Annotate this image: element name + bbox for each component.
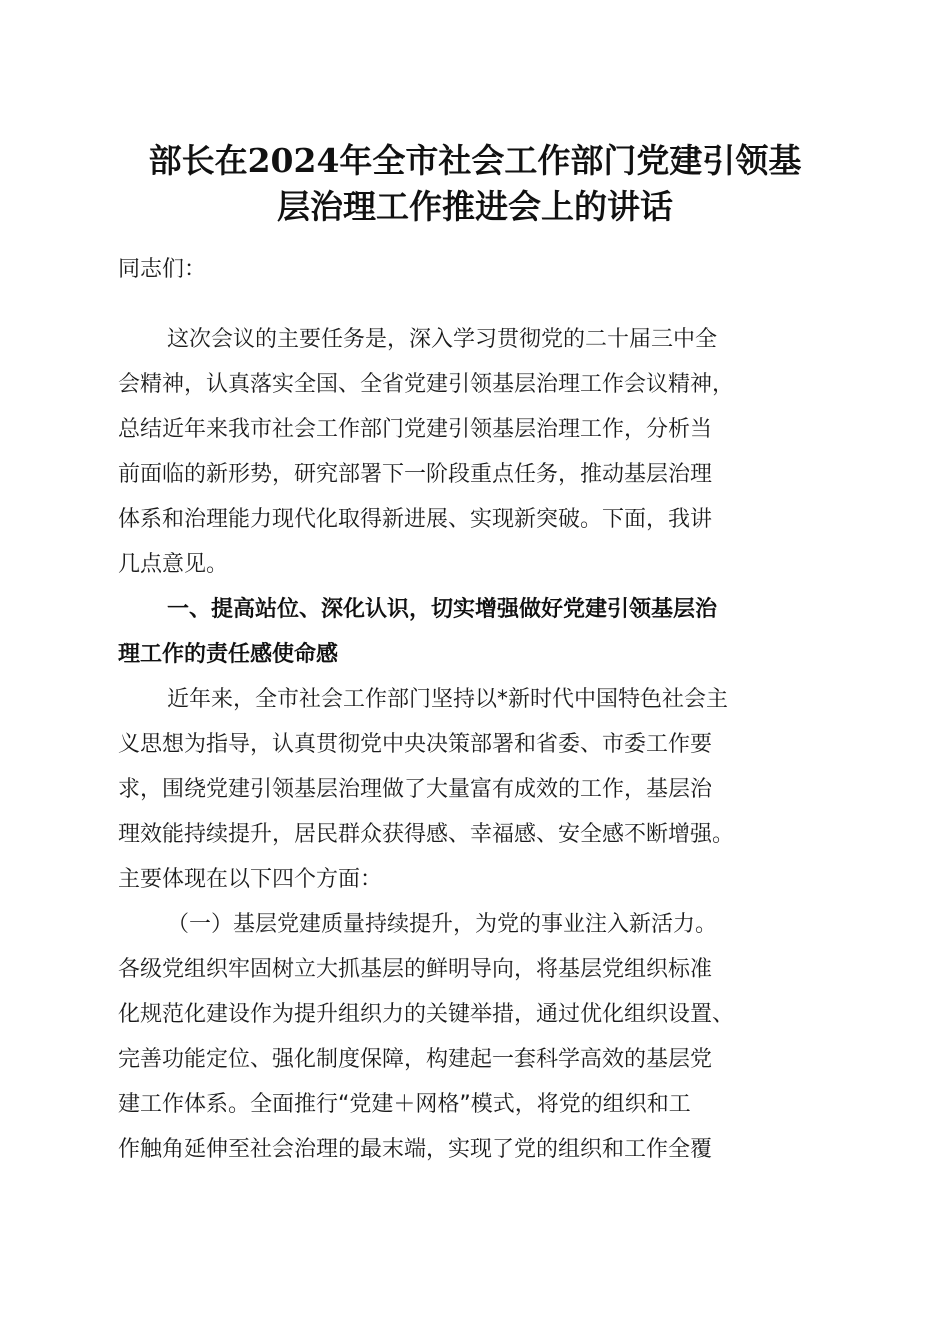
paragraph-line: 体系和治理能力现代化取得新进展、实现新突破。下面，我讲: [118, 507, 713, 532]
title-line-1: 部长在2024年全市社会工作部门党建引领基: [148, 141, 802, 180]
paragraph-line: 求，围绕党建引领基层治理做了大量富有成效的工作，基层治: [118, 777, 713, 802]
section-heading-line: 理工作的责任感使命感: [118, 642, 339, 667]
paragraph-line: 义思想为指导，认真贯彻党中央决策部署和省委、市委工作要: [118, 732, 713, 757]
paragraph-line: 几点意见。: [118, 552, 229, 577]
paragraph-line: 作触角延伸至社会治理的最末端，实现了党的组织和工作全覆: [118, 1137, 713, 1162]
paragraph-line: 主要体现在以下四个方面：: [118, 867, 383, 892]
document-title: [100, 138, 850, 230]
paragraph-line: 完善功能定位、强化制度保障，构建起一套科学高效的基层党: [118, 1047, 713, 1072]
paragraph-line: 总结近年来我市社会工作部门党建引领基层治理工作，分析当: [118, 417, 713, 442]
section-heading-line: 一、提高站位、深化认识，切实增强做好党建引领基层治: [167, 597, 718, 622]
paragraph-line: 前面临的新形势，研究部署下一阶段重点任务，推动基层治理: [118, 462, 713, 487]
paragraph-line: 化规范化建设作为提升组织力的关键举措，通过优化组织设置、: [118, 1002, 735, 1027]
paragraph-line: 近年来，全市社会工作部门坚持以*新时代中国特色社会主: [167, 687, 729, 712]
paragraph-line: 建工作体系。全面推行“党建＋网格”模式，将党的组织和工: [118, 1092, 691, 1117]
paragraph-line: 理效能持续提升，居民群众获得感、幸福感、安全感不断增强。: [118, 822, 735, 847]
paragraph-line: 会精神，认真落实全国、全省党建引领基层治理工作会议精神，: [118, 372, 735, 397]
title-line-2: 层治理工作推进会上的讲话: [277, 187, 673, 226]
subsection-heading-line: （一）基层党建质量持续提升，为党的事业注入新活力。: [167, 912, 718, 937]
salutation: 同志们：: [118, 257, 207, 282]
paragraph-line: 各级党组织牢固树立大抓基层的鲜明导向，将基层党组织标准: [118, 957, 713, 982]
paragraph-line: 这次会议的主要任务是，深入学习贯彻党的二十届三中全: [167, 327, 718, 352]
